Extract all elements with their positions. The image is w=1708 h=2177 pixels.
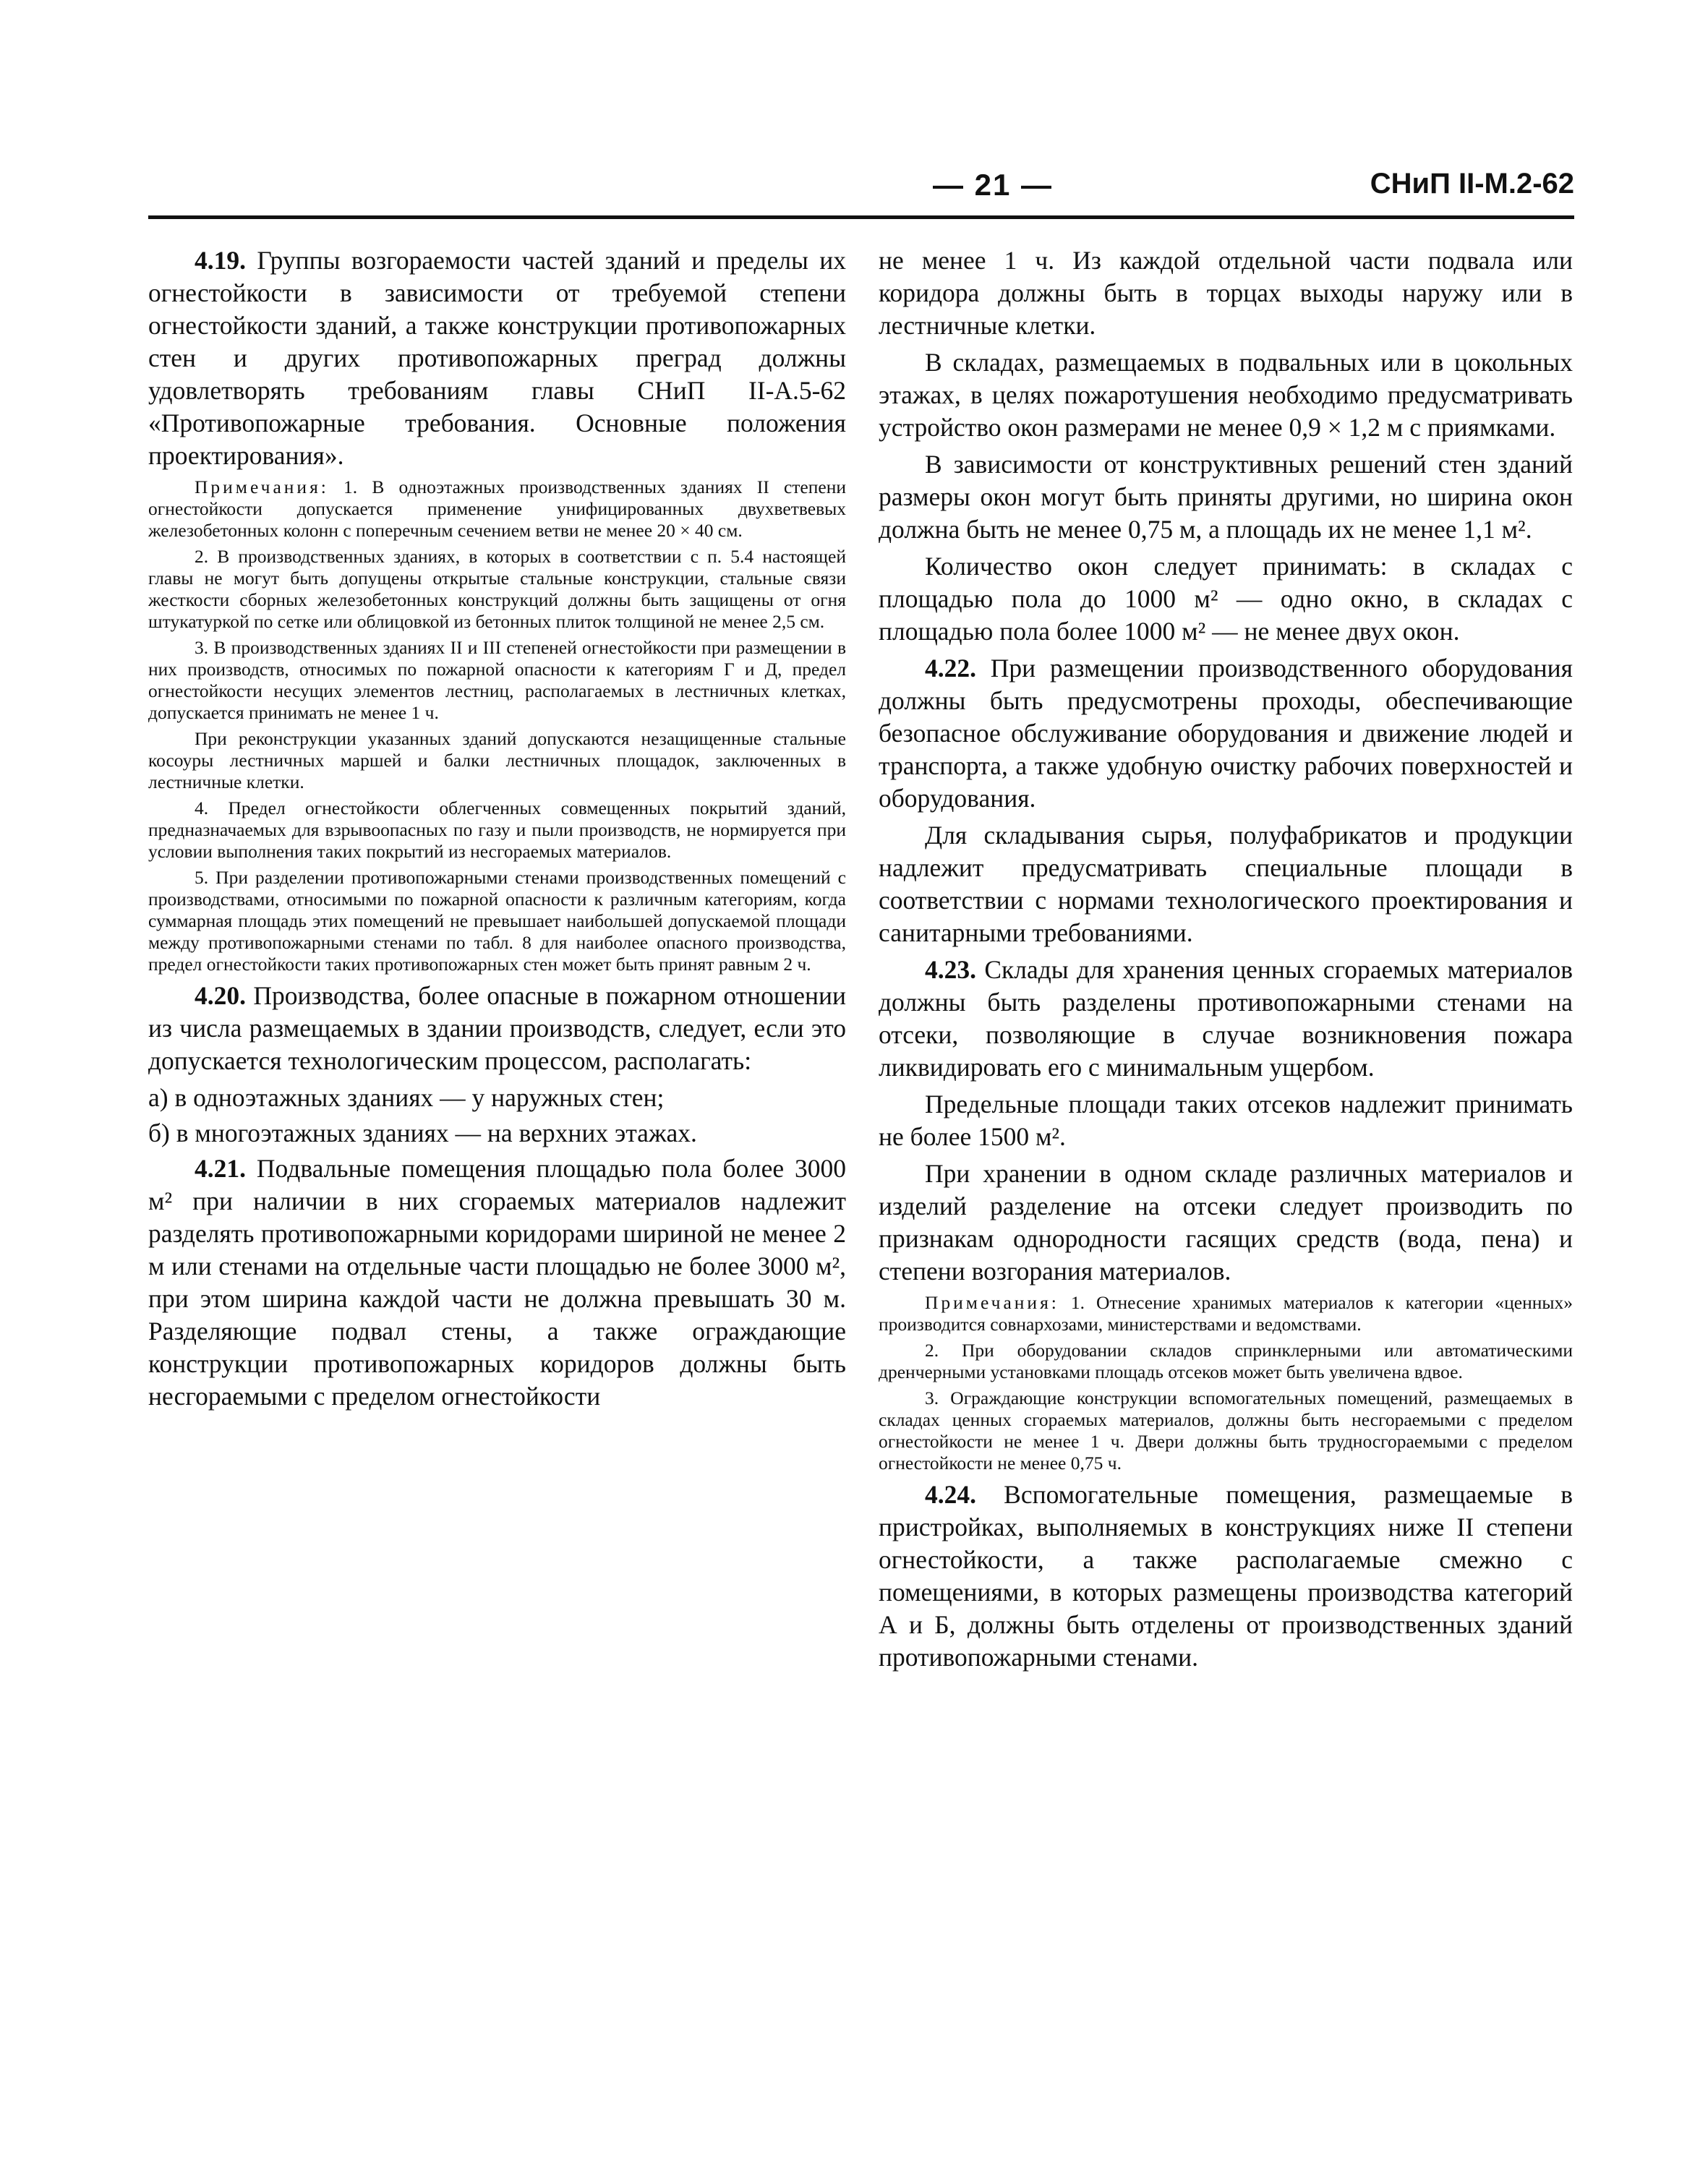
- list-item-a: а) в одноэтажных зданиях — у наружных стен;: [148, 1083, 665, 1112]
- paragraph-4-23: [879, 954, 1573, 1084]
- paragraph-text: Группы возгораемости частей зданий и пределы их огнестойкости в зависимости от требуемой степени огнестойкости зданий, а также конструкции противопожарных стен и других противопожарных преград должны удовлетворять требованиям главы СНиП II-А.5-62 «Противопожарные требования. Основные положения проектирования».: [148, 246, 846, 470]
- note-5: 5. При разделении противопожарными стенами производственных помещений с производствами, относимыми по пожарной опасности к различным категориям, когда суммарная площадь этих помещений не превышает наибольшей допускаемой площади между противопожарными стенами по табл. 8 для наиболее опасного производства, предел огнестойкости таких противопожарных стен может быть принят равным 2 ч.: [148, 867, 846, 975]
- paragraph-predel: Предельные площади таких отсеков надлежит принимать не более 1500 м².: [879, 1090, 1573, 1151]
- note-3: 3. В производственных зданиях II и III степеней огнестойкости при размещении в них производств, относимых по пожарной опасности к категориям Г и Д, предел огнестойкости несущих элементов лестниц, располагаемых в лестничных клетках, допускается принимать не менее 1 ч.: [148, 637, 846, 723]
- paragraph-sklady: В складах, размещаемых в подвальных или в цокольных этажах, в целях пожаротушения необходимо предусматривать устройство окон размерами не менее 0,9 × 1,2 м с приямками.: [879, 348, 1573, 442]
- left-column: [148, 244, 846, 2045]
- paragraph-dlya: Для складывания сырья, полуфабрикатов и продукции надлежит предусматривать специальные площади в соответствии с нормами технологического проектирования и санитарными требованиями.: [879, 821, 1573, 947]
- note-2: 2. В производственных зданиях, в которых в соответствии с п. 5.4 настоящей главы не могут быть допущены открытые стальные конструкции, стальные связи жесткости сборных железобетонных конструкций должны быть защищены от огня штукатуркой по сетке или облицовкой из бетонных плиток толщиной не менее 2,5 см.: [148, 546, 846, 632]
- paragraph-4-21: [148, 1152, 846, 1413]
- note-text: 1. В одноэтажных производственных зданиях II степени огнестойкости допускается применение унифицированных двухветвевых железобетонных колонн с поперечным сечением ветви не менее 20 × 40 см.: [148, 476, 846, 541]
- notes-label: Примечания:: [195, 476, 329, 497]
- right-note-2: 2. При оборудовании складов спринклерными или автоматическими дренчерными установками площадь отсеков может быть увеличена вдвое.: [879, 1340, 1573, 1382]
- list-item-b: б) в многоэтажных зданиях — на верхних этажах.: [148, 1119, 697, 1147]
- note-text: 1. Отнесение хранимых материалов к категории «ценных» производится совнархозами, министерствами и ведомствами.: [879, 1292, 1573, 1335]
- note-3-continued: При реконструкции указанных зданий допускаются незащищенные стальные косоуры лестничных маршей и балки лестничных площадок, заключенных в лестничные клетки.: [148, 728, 846, 792]
- clause-number: 4.20.: [195, 981, 246, 1010]
- paragraph-continuation: не менее 1 ч. Из каждой отдельной части подвала или коридора должны быть в торцах выходы наружу или в лестничные клетки.: [879, 246, 1573, 340]
- note-4: 4. Предел огнестойкости облегченных совмещенных покрытий зданий, предназначаемых для взрывоопасных по газу и пыли производств, не нормируется при условии выполнения таких покрытий из несгораемых материалов.: [148, 797, 846, 862]
- paragraph-4-24: [879, 1479, 1573, 1674]
- paragraph-4-19: [148, 244, 846, 472]
- paragraph-4-22: [879, 652, 1573, 815]
- right-column: [879, 244, 1573, 2045]
- paragraph-zavisimost: В зависимости от конструктивных решений стен зданий размеры окон могут быть приняты другими, но ширина окон должна быть не менее 0,75 м, а площадь их не менее 1,1 м².: [879, 450, 1573, 544]
- header-rule: [148, 215, 1574, 219]
- paragraph-kolichestvo: Количество окон следует принимать: в складах с площадью пола до 1000 м² — одно окно, в складах с площадью пола более 1000 м² — не менее двух окон.: [879, 552, 1573, 646]
- page-number: — 21 —: [933, 168, 1054, 202]
- paragraph-text: Вспомогательные помещения, размещаемые в пристройках, выполняемых в конструкциях ниже II степени огнестойкости, а также располагаемые смежно с помещениями, в которых размещены производства категорий А и Б, должны быть отделены от производственных зданий противопожарными стенами.: [879, 1480, 1573, 1672]
- paragraph-text: Подвальные помещения площадью пола более 3000 м² при наличии в них сгораемых материалов надлежит разделять противопожарными коридорами шириной не менее 2 м или стенами на отдельные части площадью не более 3000 м², при этом ширина каждой части не должна превышать 30 м. Разделяющие подвал стены, а также ограждающие конструкции противопожарных коридоров должны быть несгораемыми с пределом огнестойкости: [148, 1154, 846, 1411]
- clause-number: 4.23.: [925, 955, 976, 984]
- page-header: [148, 168, 1574, 215]
- clause-number: 4.22.: [925, 654, 976, 683]
- paragraph-text: Склады для хранения ценных сгораемых материалов должны быть разделены противопожарными стенами на отсеки, позволяющие в случае возникновения пожара ликвидировать его с минимальным ущербом.: [879, 955, 1573, 1082]
- clause-number: 4.19.: [195, 246, 246, 275]
- clause-number: 4.21.: [195, 1154, 246, 1183]
- clause-number: 4.24.: [925, 1480, 976, 1509]
- notes-label: Примечания:: [925, 1292, 1059, 1313]
- paragraph-text: При размещении производственного оборудования должны быть предусмотрены проходы, обеспечивающие безопасное обслуживание оборудования и движение людей и транспорта, а также удобную очистку рабочих поверхностей и оборудования.: [879, 654, 1573, 813]
- document-code: СНиП II-М.2-62: [1370, 168, 1574, 200]
- note-1: [148, 476, 846, 542]
- paragraph-text: Производства, более опасные в пожарном отношении из числа размещаемых в здании производств, следует, если это допускается технологическим процессом, располагать:: [148, 981, 846, 1075]
- right-note-3: 3. Ограждающие конструкции вспомогательных помещений, размещаемых в складах ценных сгораемых материалов, должны быть несгораемыми с пределом огнестойкости не менее 1 ч. Двери должны быть трудносгораемыми с пределом огнестойкости не менее 0,75 ч.: [879, 1387, 1573, 1474]
- paragraph-4-20: [148, 980, 846, 1077]
- right-note-1: [879, 1292, 1573, 1335]
- paragraph-hranenie: При хранении в одном складе различных материалов и изделий разделение на отсеки следует производить по признакам однородности гасящих средств (вода, пена) и степени возгорания материалов.: [879, 1159, 1573, 1286]
